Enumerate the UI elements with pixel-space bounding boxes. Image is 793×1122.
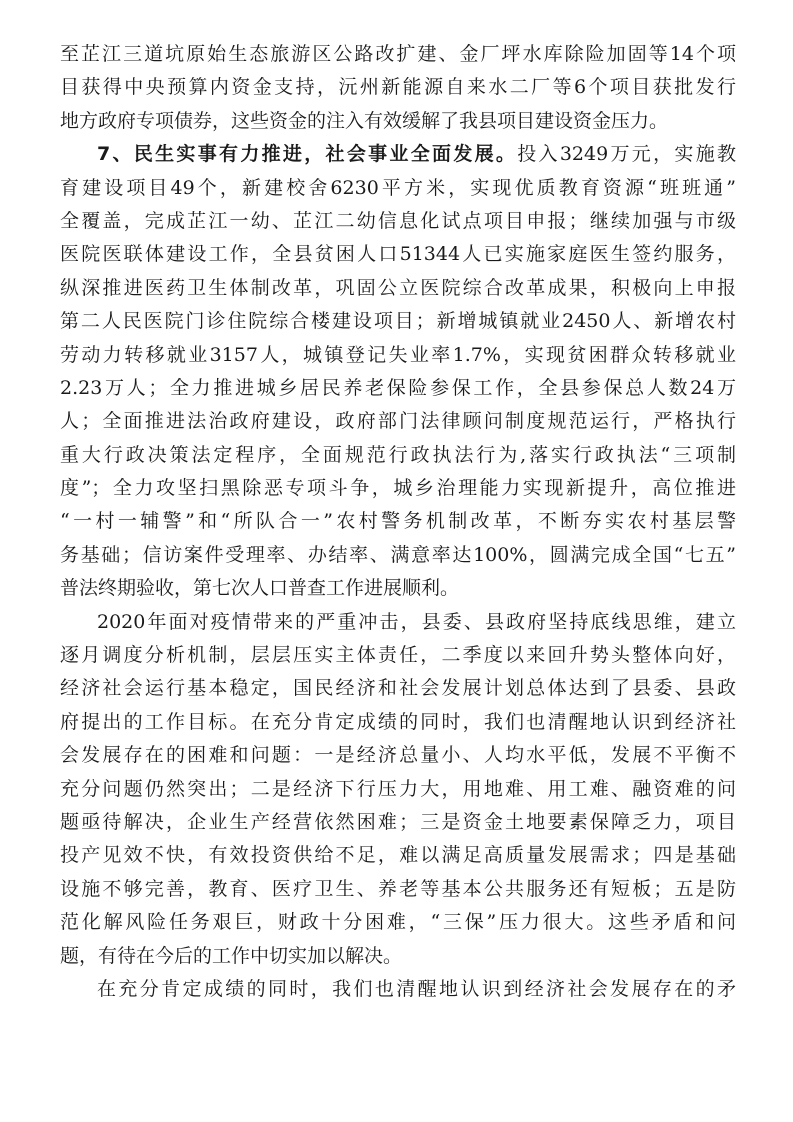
text-line: 人；全面推进法治政府建设，政府部门法律顾问制度规范运行，严格执行 — [60, 410, 736, 433]
text-line: 2020年面对疫情带来的严重冲击，县委、县政府坚持底线思维，建立 — [97, 610, 736, 633]
section-heading: 7、民生实事有力推进，社会事业全面发展。 — [97, 143, 518, 166]
text-line: 题，有待在今后的工作中切实加以解决。 — [60, 944, 403, 967]
text-line: 范化解风险任务艰巨，财政十分困难，“三保”压力很大。这些矛盾和问 — [60, 911, 736, 934]
text-line: 医院医联体建设工作，全县贫困人口51344人已实施家庭医生签约服务， — [60, 243, 736, 266]
text-line: 劳动力转移就业3157人，城镇登记失业率1.7%，实现贫困群众转移就业 — [60, 343, 736, 366]
text-line: 题亟待解决，企业生产经营依然困难；三是资金土地要素保障乏力，项目 — [60, 810, 736, 833]
text-line: 府提出的工作目标。在充分肯定成绩的同时，我们也清醒地认识到经济社 — [60, 710, 736, 733]
text-line: 目获得中央预算内资金支持，沅州新能源自来水二厂等6个项目获批发行 — [60, 76, 736, 99]
paragraph-2 — [60, 138, 736, 605]
paragraph-4 — [60, 973, 736, 1006]
text-line: 全覆盖，完成芷江一幼、芷江二幼信息化试点项目申报；继续加强与市级 — [60, 209, 736, 232]
document-page — [60, 38, 736, 1006]
text-line: 经济社会运行基本稳定，国民经济和社会发展计划总体达到了县委、县政 — [60, 677, 736, 700]
text-line: “一村一辅警”和“所队合一”农村警务机制改革，不断夯实农村基层警 — [60, 510, 736, 533]
text-line — [60, 138, 736, 171]
text-line: 地方政府专项债券，这些资金的注入有效缓解了我县项目建设资金压力。 — [60, 109, 669, 132]
text-line: 充分问题仍然突出；二是经济下行压力大，用地难、用工难、融资难的问 — [60, 777, 736, 800]
paragraph-1 — [60, 38, 736, 138]
text-line: 普法终期验收，第七次人口普查工作进展顺利。 — [60, 577, 460, 600]
text-line: 会发展存在的困难和问题：一是经济总量小、人均水平低，发展不平衡不 — [60, 744, 736, 767]
text-line: 纵深推进医药卫生体制改革，巩固公立医院综合改革成果，积极向上申报 — [60, 276, 736, 299]
text-line: 投产见效不快，有效投资供给不足，难以满足高质量发展需求；四是基础 — [60, 844, 736, 867]
text-line: 重大行政决策法定程序，全面规范行政执法行为,落实行政执法“三项制 — [60, 443, 736, 466]
text-line: 第二人民医院门诊住院综合楼建设项目；新增城镇就业2450人、新增农村 — [60, 310, 736, 333]
text-line: 度”；全力攻坚扫黑除恶专项斗争，城乡治理能力实现新提升，高位推进 — [60, 477, 736, 500]
text-line: 务基础；信访案件受理率、办结率、满意率达100%，圆满完成全国“七五” — [60, 543, 736, 566]
text-line: 至芷江三道坑原始生态旅游区公路改扩建、金厂坪水库除险加固等14个项 — [60, 43, 736, 65]
text-line: 2.23万人；全力推进城乡居民养老保险参保工作，全县参保总人数24万 — [60, 376, 736, 399]
text-line: 设施不够完善，教育、医疗卫生、养老等基本公共服务还有短板；五是防 — [60, 877, 736, 900]
paragraph-3 — [60, 606, 736, 973]
text-line: 逐月调度分析机制，层层压实主体责任，二季度以来回升势头整体向好， — [60, 644, 736, 667]
text-line: 育建设项目49个，新建校舍6230平方米，实现优质教育资源“班班通” — [60, 176, 736, 199]
text-line: 在充分肯定成绩的同时，我们也清醒地认识到经济社会发展存在的矛 — [97, 977, 736, 1000]
heading-continuation: 投入3249万元，实施教 — [517, 143, 736, 166]
